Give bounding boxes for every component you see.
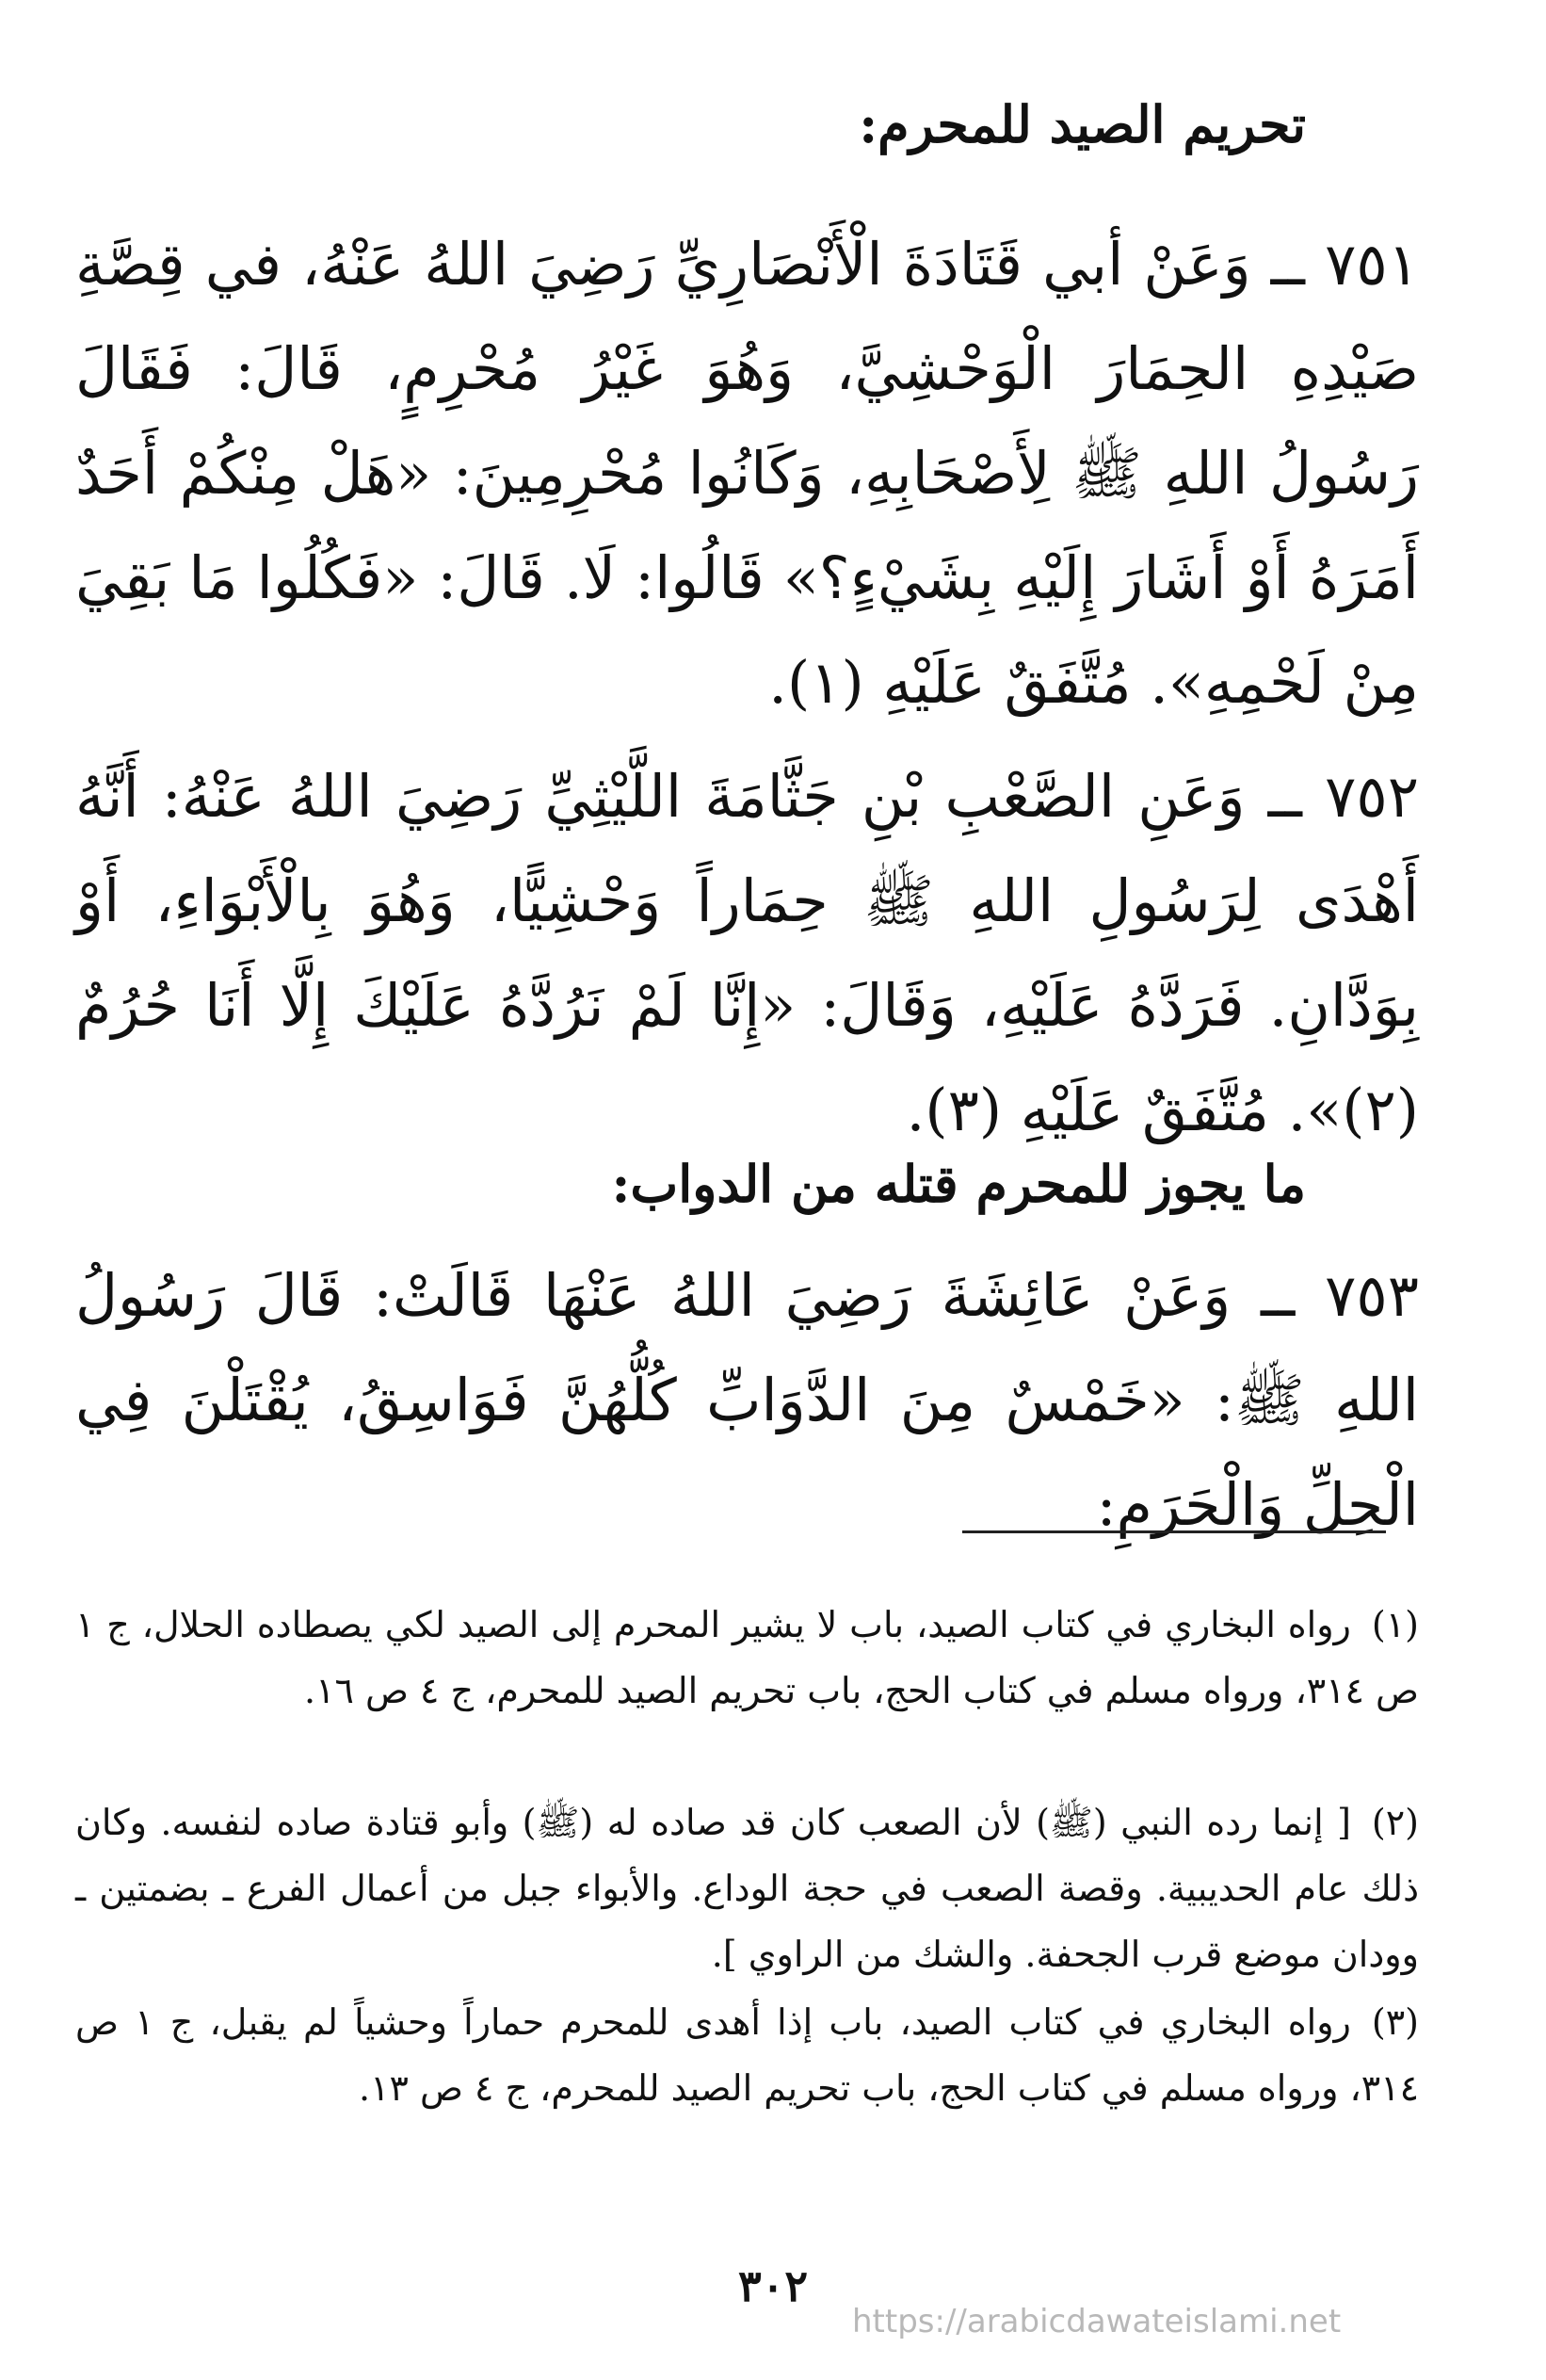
footnote-3: [75, 1989, 1419, 2121]
hadith-751: ٧٥١ ــ وَعَنْ أبي قَتَادَةَ الْأَنْصَارِيِّ رَضِيَ اللهُ عَنْهُ، في قِصَّةِ صَيْدِهِ الحِمَارَ الْوَحْشِيَّ، وَهُوَ غَيْرُ مُحْرِمٍ، قَالَ: فَقَالَ رَسُولُ اللهِ ﷺ لِأَصْحَابِهِ، وَكَانُوا مُحْرِمِينَ: «هَلْ مِنْكُمْ أَحَدٌ أَمَرَهُ أَوْ أَشَارَ إِلَيْهِ بِشَيْءٍ؟» قَالُوا: لَا. قَالَ: «فَكُلُوا مَا بَقِيَ مِنْ لَحْمِهِ». مُتَّفَقٌ عَلَيْهِ (١).: [75, 230, 1419, 717]
footnote-number: (٣): [1371, 2001, 1419, 2043]
footnote-1: [75, 1592, 1419, 1724]
page-number: ٣٠٢: [737, 2260, 809, 2311]
section-heading-hunting-prohibition: تحريم الصيد للمحرم:: [859, 94, 1306, 154]
footnote-text: [ إنما رده النبي (ﷺ) لأن الصعب كان قد صاده له (ﷺ) وأبو قتادة صاده لنفسه. وكان ذلك عام الحديبية. وقصة الصعب في حجة الوداع. والأبواء جبل من أعمال الفرع ـ بضمتين ـ وودان موضع قرب الجحفة. والشك من الراوي ].: [75, 1802, 1419, 1975]
hadith-753: ٧٥٣ ــ وَعَنْ عَائِشَةَ رَضِيَ اللهُ عَنْهَا قَالَتْ: قَالَ رَسُولُ اللهِ ﷺ: «خَمْسٌ مِنَ الدَّوَابِّ كُلُّهُنَّ فَوَاسِقُ، يُقْتَلْنَ فِي الْحِلِّ وَالْحَرَمِ:: [75, 1261, 1419, 1539]
footnote-number: (٢): [1371, 1802, 1419, 1843]
watermark-url: https://arabicdawateislami.net: [852, 2303, 1342, 2340]
hadith-752: ٧٥٢ ــ وَعَنِ الصَّعْبِ بْنِ جَثَّامَةَ اللَّيْثِيِّ رَضِيَ اللهُ عَنْهُ: أَنَّهُ أَهْدَى لِرَسُولِ اللهِ ﷺ حِمَاراً وَحْشِيًّا، وَهُوَ بِالْأَبْوَاءِ، أَوْ بِوَدَّانِ. فَرَدَّهُ عَلَيْهِ، وَقَالَ: «إِنَّا لَمْ نَرُدَّهُ عَلَيْكَ إِلَّا أَنَا حُرُمٌ (٢)». مُتَّفَقٌ عَلَيْهِ (٣).: [75, 762, 1419, 1144]
footnote-text: رواه البخاري في كتاب الصيد، باب لا يشير المحرم إلى الصيد لكي يصطاده الحلال، ج ١ ص ٣١٤، ورواه مسلم في كتاب الحج، باب تحريم الصيد للمحرم، ج ٤ ص ١٦.: [75, 1604, 1419, 1711]
footnote-divider: [962, 1530, 1386, 1533]
footnote-number: (١): [1371, 1604, 1419, 1645]
footnote-text: رواه البخاري في كتاب الصيد، باب إذا أهدى للمحرم حماراً وحشياً لم يقبل، ج ١ ص ٣١٤، ورواه مسلم في كتاب الحج، باب تحريم الصيد للمحرم، ج ٤ ص ١٣.: [75, 2001, 1419, 2109]
section-heading-killable-animals: ما يجوز للمحرم قتله من الدواب:: [611, 1154, 1306, 1214]
footnote-2: [75, 1789, 1419, 1987]
